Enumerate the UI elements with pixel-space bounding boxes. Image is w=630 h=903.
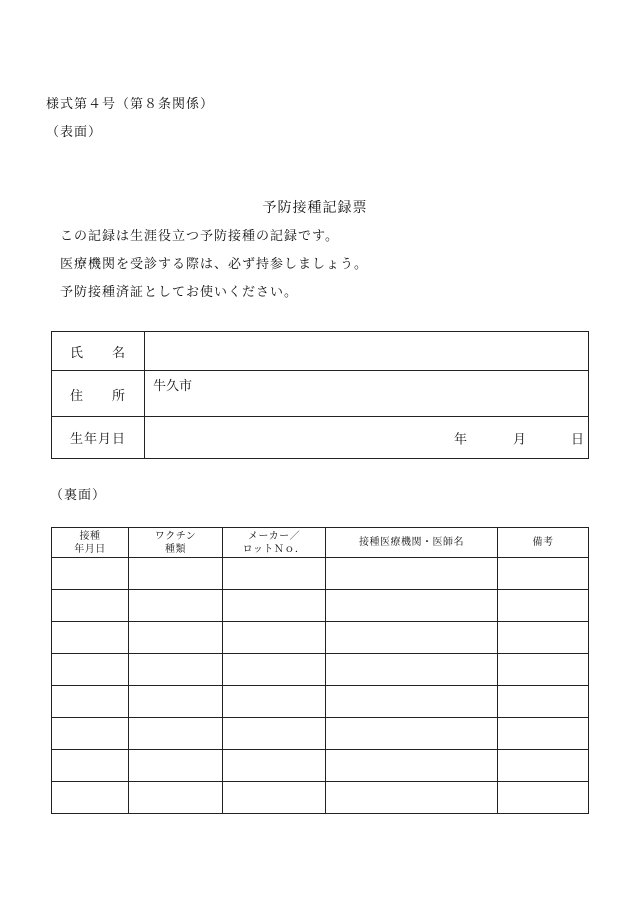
address-label-char-2: 所: [111, 389, 126, 404]
form-number: 様式第４号（第８条関係）: [46, 97, 215, 112]
table-row: [52, 590, 589, 622]
name-label: [52, 332, 145, 371]
vaccine-cell[interactable]: [129, 590, 223, 622]
vaccine-cell[interactable]: [129, 654, 223, 686]
notes-cell[interactable]: [498, 718, 589, 750]
intro-line-2: 医療機関を受診する際は、必ず持参しましょう。: [60, 257, 369, 272]
table-row: [52, 718, 589, 750]
month-unit: 月: [513, 432, 527, 447]
address-value: 牛久市: [153, 379, 193, 394]
notes-cell[interactable]: [498, 654, 589, 686]
date-cell[interactable]: [52, 718, 129, 750]
address-field[interactable]: [145, 371, 589, 417]
day-unit: 日: [571, 432, 585, 447]
clinic-cell[interactable]: [326, 686, 498, 718]
table-row: [52, 654, 589, 686]
front-side-label: （表面）: [46, 125, 103, 140]
table-row: [52, 686, 589, 718]
date-cell[interactable]: [52, 782, 129, 814]
col-vaccine-line-2: 種類: [165, 543, 186, 555]
page-title: 予防接種記録票: [262, 200, 368, 216]
clinic-cell[interactable]: [326, 622, 498, 654]
vaccine-cell[interactable]: [129, 558, 223, 590]
back-side-label: （裏面）: [50, 488, 107, 503]
name-row: [52, 332, 589, 371]
address-label-char-1: 住: [70, 389, 85, 404]
intro-line-1: この記録は生涯役立つ予防接種の記録です。: [60, 229, 339, 244]
name-label-char-1: 氏: [70, 345, 85, 361]
col-clinic-line-1: 接種医療機関・医師名: [359, 537, 464, 548]
date-cell[interactable]: [52, 622, 129, 654]
year-unit: 年: [454, 432, 468, 447]
vaccine-cell[interactable]: [129, 718, 223, 750]
col-maker-line-1: メーカー／: [247, 530, 301, 542]
table-row: [52, 622, 589, 654]
col-clinic-header: [326, 528, 498, 558]
col-notes-line-1: 備考: [532, 537, 554, 548]
notes-cell[interactable]: [498, 686, 589, 718]
col-date-line-1: 接種: [79, 530, 101, 542]
birthdate-row: [52, 417, 589, 459]
maker-cell[interactable]: [223, 718, 326, 750]
vaccine-cell[interactable]: [129, 750, 223, 782]
date-cell[interactable]: [52, 686, 129, 718]
date-cell[interactable]: [52, 750, 129, 782]
notes-cell[interactable]: [498, 750, 589, 782]
maker-cell[interactable]: [223, 622, 326, 654]
col-notes-header: [498, 528, 589, 558]
vaccine-cell[interactable]: [129, 782, 223, 814]
table-row: [52, 782, 589, 814]
vaccine-cell[interactable]: [129, 622, 223, 654]
col-maker-header: [223, 528, 326, 558]
name-label-char-2: 名: [111, 345, 126, 361]
notes-cell[interactable]: [498, 558, 589, 590]
table-row: [52, 558, 589, 590]
clinic-cell[interactable]: [326, 590, 498, 622]
notes-cell[interactable]: [498, 590, 589, 622]
maker-cell[interactable]: [223, 590, 326, 622]
personal-info-table: [51, 331, 589, 459]
intro-line-3: 予防接種済証としてお使いください。: [60, 285, 299, 300]
clinic-cell[interactable]: [326, 718, 498, 750]
date-cell[interactable]: [52, 654, 129, 686]
col-maker-line-2: ロットＮｏ．: [242, 543, 306, 555]
address-row: [52, 371, 589, 417]
birthdate-field[interactable]: [145, 417, 589, 459]
maker-cell[interactable]: [223, 750, 326, 782]
notes-cell[interactable]: [498, 782, 589, 814]
clinic-cell[interactable]: [326, 782, 498, 814]
maker-cell[interactable]: [223, 686, 326, 718]
maker-cell[interactable]: [223, 654, 326, 686]
name-field[interactable]: [145, 332, 589, 371]
birthdate-label: 生年月日: [52, 417, 145, 459]
vaccination-log-table: [51, 527, 589, 814]
table-row: [52, 750, 589, 782]
date-cell[interactable]: [52, 590, 129, 622]
clinic-cell[interactable]: [326, 750, 498, 782]
col-vaccine-header: [129, 528, 223, 558]
date-cell[interactable]: [52, 558, 129, 590]
vaccine-cell[interactable]: [129, 686, 223, 718]
col-date-line-2: 年月日: [74, 543, 106, 555]
notes-cell[interactable]: [498, 622, 589, 654]
address-label: [52, 371, 145, 417]
log-header-row: [52, 528, 589, 558]
maker-cell[interactable]: [223, 782, 326, 814]
clinic-cell[interactable]: [326, 558, 498, 590]
clinic-cell[interactable]: [326, 654, 498, 686]
maker-cell[interactable]: [223, 558, 326, 590]
col-vaccine-line-1: ワクチン: [154, 530, 197, 542]
col-date-header: [52, 528, 129, 558]
